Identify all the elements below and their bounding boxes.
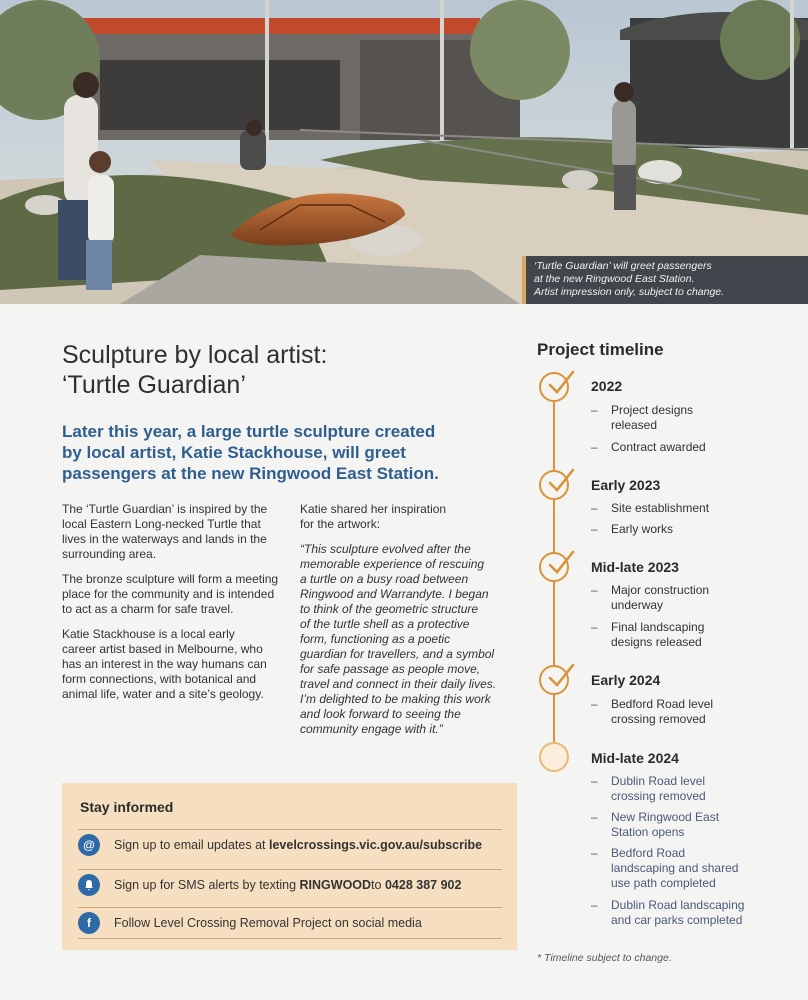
lede-line: Later this year, a large turtle sculpture created: [62, 422, 436, 441]
timeline-pending-circle-icon: [539, 742, 569, 772]
text-line: Katie Stackhouse is a local early: [62, 627, 235, 641]
article-lede: [62, 421, 502, 484]
item-line: use path completed: [611, 876, 716, 890]
item-line: crossing removed: [611, 789, 706, 803]
caption-line: Artist impression only, subject to change.: [534, 286, 725, 298]
text-line: surrounding area.: [62, 547, 157, 561]
item-line: underway: [611, 598, 664, 612]
body-column-left: [62, 502, 292, 712]
timeline-check-icon: [539, 552, 569, 582]
timeline-item: – Site establishment: [591, 501, 710, 515]
email-signup-row[interactable]: [78, 829, 502, 860]
text-line: guardian for travellers, and a symbol: [300, 647, 495, 661]
facebook-icon: f: [78, 912, 100, 934]
text-line: travel and connect in their daily lives.: [300, 677, 497, 691]
text-line: Katie shared her inspiration: [300, 502, 447, 516]
timeline-item: – Bedford Road level crossing removed: [591, 697, 714, 726]
text-line: The bronze sculpture will form a meeting: [62, 572, 279, 586]
sms-keyword: RINGWOOD: [299, 878, 372, 892]
text-line: to think of the geometric structure: [300, 602, 479, 616]
text-line: to act as a charm for safe travel.: [62, 602, 234, 616]
timeline-check-icon: [539, 470, 569, 500]
timeline-item: – New Ringwood East Station opens: [591, 810, 720, 839]
item-line: Dublin Road landscaping: [611, 898, 745, 912]
item-line: and car parks completed: [611, 913, 743, 927]
timeline-check-icon: [539, 372, 569, 402]
timeline-item: – Bedford Road landscaping and shared use path completed: [591, 846, 739, 890]
sms-number[interactable]: 0428 387 902: [384, 878, 462, 892]
social-media-row[interactable]: [78, 907, 502, 939]
artist-quote: [300, 542, 515, 737]
timeline-item: – Contract awarded: [591, 440, 706, 454]
lede-line: by local artist, Katie Stackhouse, will greet: [62, 443, 406, 462]
text-line: Ringwood and Warrandyte. I began: [300, 587, 489, 601]
timeline-phase-label: 2022: [591, 378, 623, 394]
timeline-phase-label: Mid-late 2023: [591, 559, 679, 575]
lede-line: passengers at the new Ringwood East Station.: [62, 464, 439, 483]
text-line: form, functioning as a poetic: [300, 632, 451, 646]
timeline-item: – Early works: [591, 522, 674, 536]
article-title: [62, 340, 482, 400]
sms-signup-text: Sign up for SMS alerts by texting: [114, 878, 297, 892]
item-line: released: [611, 418, 658, 432]
timeline-phase-label: Early 2023: [591, 477, 661, 493]
body-column-right: [300, 502, 515, 747]
caption-line: ‘Turtle Guardian’ will greet passengers: [534, 260, 712, 272]
timeline-phase-label: Mid-late 2024: [591, 750, 679, 766]
email-signup-text: Sign up to email updates at: [114, 838, 266, 852]
timeline-item: – Final landscaping designs released: [591, 620, 705, 649]
caption-line: at the new Ringwood East Station.: [534, 273, 695, 285]
item-line: Major construction: [611, 583, 710, 597]
text-line: The ‘Turtle Guardian’ is inspired by the: [62, 502, 268, 516]
timeline-item: – Dublin Road level crossing removed: [591, 774, 706, 803]
stay-informed-box: [62, 783, 517, 950]
item-line: Dublin Road level: [611, 774, 706, 788]
text-line: place for the community and is intended: [62, 587, 275, 601]
item-line: Final landscaping: [611, 620, 705, 634]
text-line: I’m delighted to be making this work: [300, 692, 491, 706]
item-line: Contract awarded: [611, 440, 706, 454]
body-paragraph: [62, 627, 292, 702]
timeline-item: – Project designs released: [591, 403, 694, 432]
text-line: form connections, with botanical and: [62, 672, 257, 686]
item-line: Early works: [611, 522, 674, 536]
text-line: career artist based in Melbourne, who: [62, 642, 263, 656]
image-caption: [522, 256, 808, 304]
quote-intro: [300, 502, 515, 532]
text-line: memorable experience of rescuing: [300, 557, 485, 571]
title-line: ‘Turtle Guardian’: [62, 371, 246, 399]
item-line: designs released: [611, 635, 702, 649]
sms-to-text: to: [371, 878, 382, 892]
timeline-item: – Dublin Road landscaping and car parks completed: [591, 898, 745, 927]
body-paragraph: [62, 572, 292, 617]
bell-icon: [78, 874, 100, 896]
title-line: Sculpture by local artist:: [62, 341, 328, 369]
text-line: community engage with it.”: [300, 722, 443, 736]
text-line: lives in the waterways and lands in the: [62, 532, 267, 546]
social-media-text: Follow Level Crossing Removal Project on social media: [114, 916, 422, 930]
body-paragraph: [62, 502, 292, 562]
at-icon: @: [78, 834, 100, 856]
text-line: of the turtle shell as a protective: [300, 617, 470, 631]
text-line: and look forward to seeing the: [300, 707, 461, 721]
item-line: Project designs: [611, 403, 694, 417]
timeline-phase-label: Early 2024: [591, 672, 661, 688]
text-line: for the artwork:: [300, 517, 381, 531]
item-line: crossing removed: [611, 712, 706, 726]
text-line: local Eastern Long-necked Turtle that: [62, 517, 261, 531]
text-line: has an interest in the way humans can: [62, 657, 267, 671]
subscribe-link[interactable]: levelcrossings.vic.gov.au/subscribe: [268, 838, 483, 852]
text-line: for safe passage as people move,: [300, 662, 481, 676]
item-line: Site establishment: [611, 501, 710, 515]
stay-informed-title: Stay informed: [80, 799, 174, 815]
text-line: “This sculpture evolved after the: [300, 542, 471, 556]
item-line: Station opens: [611, 825, 685, 839]
timeline-footnote: * Timeline subject to change.: [537, 952, 672, 964]
timeline-check-icon: [539, 665, 569, 695]
timeline-item: – Major construction underway: [591, 583, 710, 612]
item-line: landscaping and shared: [611, 861, 739, 875]
item-line: Bedford Road level: [611, 697, 714, 711]
item-line: Bedford Road: [611, 846, 686, 860]
item-line: New Ringwood East: [611, 810, 720, 824]
text-line: a turtle on a busy road between: [300, 572, 469, 586]
timeline-title: Project timeline: [537, 340, 664, 359]
sms-signup-row[interactable]: [78, 869, 502, 900]
text-line: animal life, water and a site’s geology.: [62, 687, 264, 701]
